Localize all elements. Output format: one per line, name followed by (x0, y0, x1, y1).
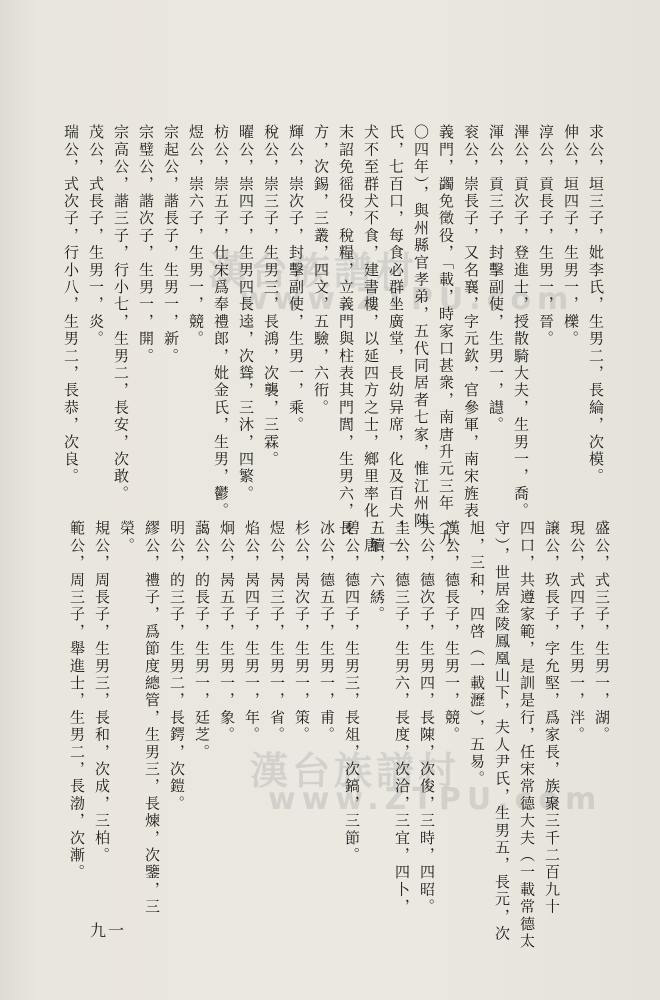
genealogy-entry-lower-7: 漢公，德長子，生男一，競。 (443, 520, 461, 744)
genealogy-entry-lower-4: 四口，共遵家範，是訓是行，任宋常德大夫（一載常德太 (518, 520, 536, 950)
genealogy-entry-lower-15: 焰公，昺四子，生男一，年。 (243, 520, 261, 744)
genealogy-entry-lower-20: 榮。 (118, 520, 136, 555)
genealogy-entry-upper-2: 伸公，垣四子，生男一，櫟。 (562, 124, 580, 348)
genealogy-entry-upper-5: 渾公，貢三子，封擊副使，生男一，譿。 (487, 124, 505, 434)
genealogy-entry-upper-1: 求公，垣三子，妣李氏，生男二，長綸，次模。 (587, 124, 605, 486)
genealogy-entry-upper-9: 氏，七百口，每食必群坐廣堂，長幼异席，化及百犬，一 (387, 124, 405, 554)
genealogy-entry-lower-11: 碧公，德四子，生男三，長俎，次鎬，三節。 (343, 520, 361, 864)
genealogy-entry-lower-2: 現公，式四子，生男一，泮。 (568, 520, 586, 744)
genealogy-entry-lower-14: 煜公，昺三子，生男一，省。 (268, 520, 286, 744)
genealogy-entry-upper-13: 輝公，崇次子，封擊副使，生男一，乘。 (287, 124, 305, 434)
genealogy-entry-upper-14: 稅公，崇三子，生男三，長鴻，次襲，三霖。 (262, 124, 280, 468)
genealogy-entry-upper-10: 犬不至群犬不食，建書樓，以延四方之士，鄉里率化，唐 (362, 124, 380, 554)
genealogy-entry-upper-15: 曜公，崇四子，生男四長逵，次聳，三沐，四繁。 (237, 124, 255, 503)
genealogy-entry-upper-3: 淳公，貢長子，生男一，晉。 (537, 124, 555, 348)
genealogy-entry-upper-19: 宗璧公，諧次子，生男一，開。 (137, 124, 155, 365)
genealogy-entry-upper-16: 枋公，崇五子，仕宋爲奉禮郎，妣金氏，生男，鬱。 (212, 124, 230, 520)
genealogy-entry-lower-17: 藹公，的長子，生男一，廷芝。 (193, 520, 211, 761)
watermark-text: 漢台族譜村 (208, 249, 419, 293)
genealogy-entry-upper-4: 滭公，貢次子，登進士，授散騎大夫，生男一，喬。 (512, 124, 530, 520)
genealogy-entry-lower-8: 夫公，德次子，生男四，長陳，次俊，三時，四昭。 (418, 520, 436, 916)
genealogy-entry-lower-5: 守），世居金陵鳳凰山下，夫人尹氏，生男五，長元，次 (493, 520, 511, 943)
genealogy-entry-lower-9: 圭公，德三子，生男六，長度，次洽，三宜，四卜， (393, 520, 411, 916)
watermark-text-lower: 漢台族譜村 (250, 749, 461, 793)
genealogy-entry-lower-21: 規公，周長子，生男三，長和，次成，三柏。 (93, 520, 111, 864)
genealogy-entry-upper-6: 衮公，崇長子，又名襄，字元欽，官參軍，南宋旌表 (462, 124, 480, 520)
genealogy-entry-lower-16: 炯公，昺五子，生男一，象。 (218, 520, 236, 744)
genealogy-entry-lower-12: 冰公，德五子，生男一，甫。 (318, 520, 336, 744)
genealogy-entry-lower-22: 範公，周三子，舉進士，生男二，長渤，次漸。 (68, 520, 86, 882)
genealogy-entry-upper-7: 義門，蠲免徵役，「載，時家口甚衆，南唐升元三年（九 (437, 124, 455, 547)
genealogy-entry-upper-17: 煜公，崇六子，生男一，競。 (187, 124, 205, 348)
watermark-url: www.ZTPU.com (240, 282, 575, 317)
watermark-url-lower: www.ZTPU.com (268, 782, 603, 817)
genealogy-entry-upper-18: 宗起公，諧長子，生男一，新。 (162, 124, 180, 365)
genealogy-entry-upper-20: 宗高公，諧三子，行小七，生男二，長安，次敢。 (112, 124, 130, 503)
genealogy-entry-upper-11: 末詔免徭役，稅糧，立義門與柱表其門閭，生男六，長 (337, 124, 355, 537)
genealogy-entry-lower-18: 明公，的三子，生男二，長鍔，次鎧。 (168, 520, 186, 813)
genealogy-entry-upper-12: 方，次錫，三叢，四文，五驗，六衎。 (312, 124, 330, 417)
genealogy-entry-lower-13: 杉公，昺次子，生男一，策。 (293, 520, 311, 744)
genealogy-entry-lower-6: 旭，三和，四啓（一載瀝），五易。 (468, 520, 486, 788)
genealogy-entry-upper-8: 〇四年），與州縣官孝弟，五代同居者七家，惟江州陳 (412, 124, 430, 530)
genealogy-entry-upper-22: 瑞公，式次子，行小八，生男二，長恭，次良。 (62, 124, 80, 486)
page-number: 九一 (90, 921, 127, 940)
genealogy-entry-lower-3: 譲公，玖長子，字允堅，爲家長，族聚三千二百九十 (543, 520, 561, 916)
genealogy-entry-upper-21: 茂公，式長子，生男一，炎。 (87, 124, 105, 348)
genealogy-entry-lower-1: 盛公，式三子，生男一，湖。 (593, 520, 611, 744)
genealogy-entry-lower-10: 五續，六綉。 (368, 520, 386, 624)
genealogy-entry-lower-19: 繆公，禮子，爲節度總管，生男三，長煉，次鑒，三 (143, 520, 161, 916)
